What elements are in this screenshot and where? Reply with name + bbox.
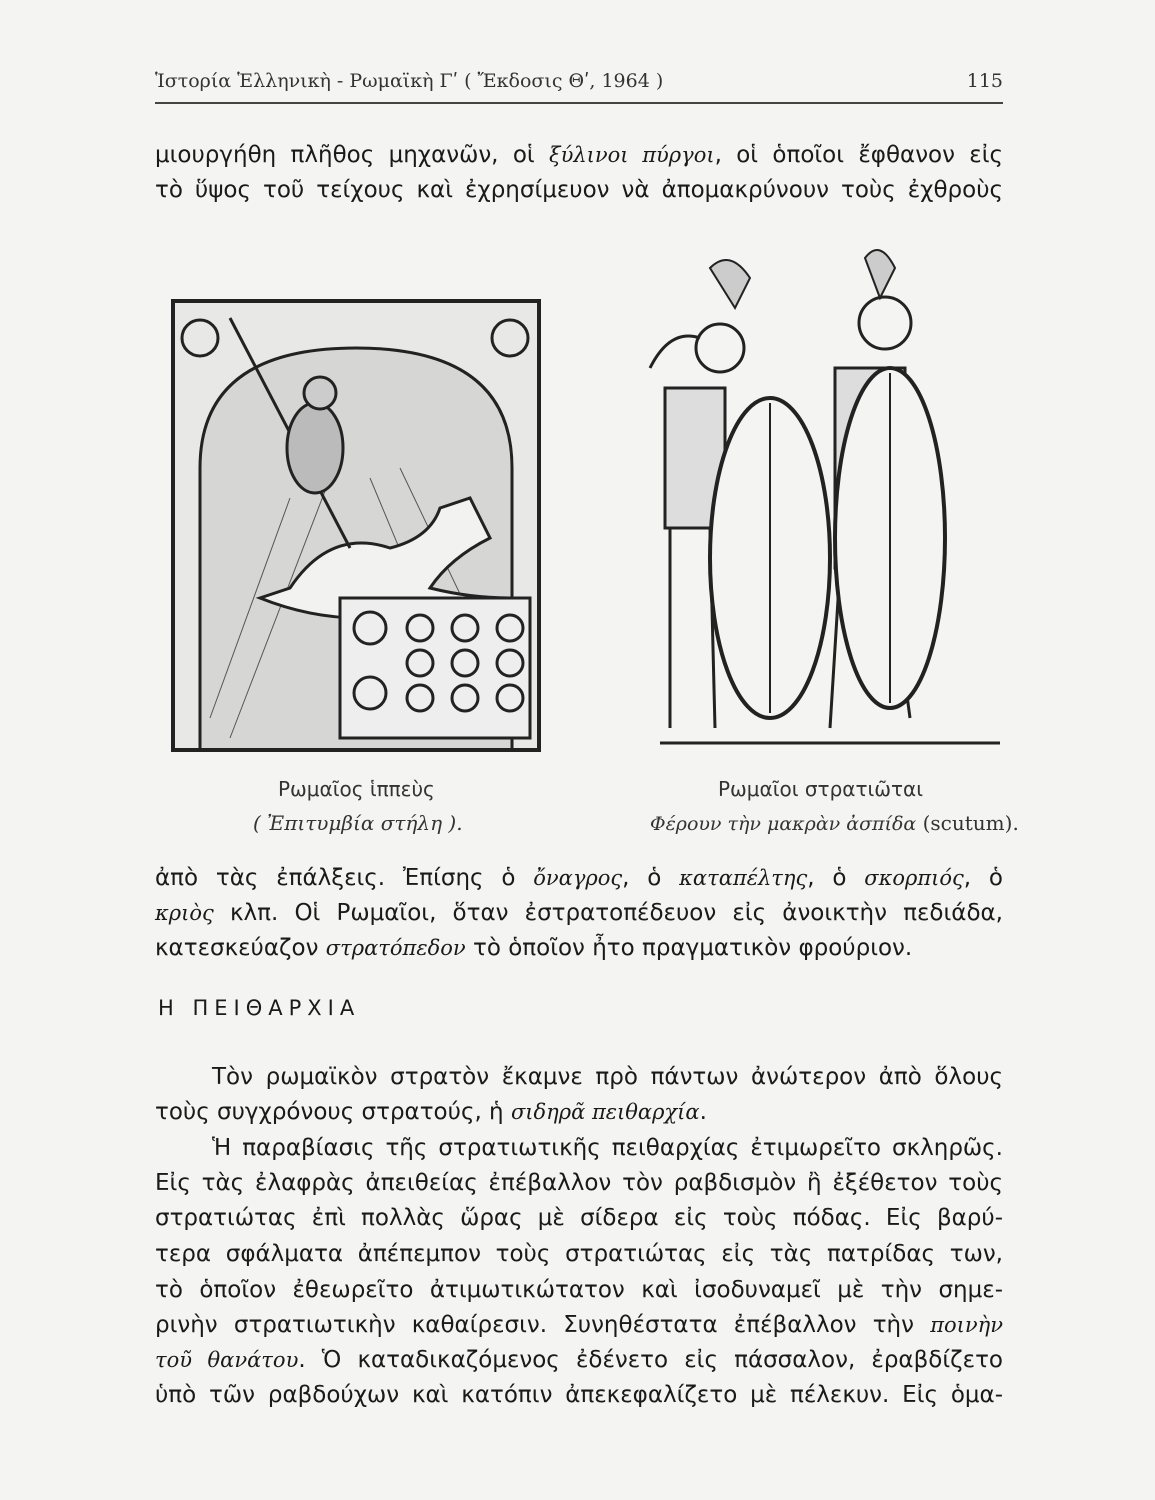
- italic-term: ὄναγρος: [533, 866, 623, 890]
- figure-caption-right-subtitle: [650, 811, 1019, 835]
- text-line: [155, 933, 1003, 963]
- text-segment: Τὸν ρωμαϊκὸν στρατὸν ἔκαμνε πρὸ πάντων ἀνώτερον ἀπὸ ὅλους: [212, 1064, 1003, 1090]
- text-segment: , οἱ ὁποῖοι ἔφθανον εἰς: [714, 142, 1004, 168]
- header-rule: [155, 102, 1003, 104]
- text-line: [155, 1275, 1003, 1305]
- text-line: [155, 1310, 1003, 1340]
- text-segment: , ὁ: [963, 865, 1003, 891]
- text-line: [155, 1345, 1003, 1375]
- text-line: [212, 1062, 1003, 1092]
- text-segment: μιουργήθη πλῆθος μηχανῶν, οἱ: [155, 142, 550, 168]
- text-line: [155, 1239, 1003, 1269]
- caption-italic: Φέρουν τὴν μακρὰν ἀσπίδα: [650, 813, 917, 835]
- italic-term: κριὸς: [155, 901, 214, 925]
- text-segment: ἀπὸ τὰς ἐπάλξεις. Ἐπίσης ὁ: [155, 865, 534, 891]
- figure-caption-left-title: Ρωμαῖος ἱππεὺς: [278, 777, 435, 801]
- italic-term: σιδηρᾶ πειθαρχία: [510, 1100, 700, 1124]
- italic-term: στρατόπεδον: [325, 936, 466, 960]
- text-segment: , ὁ: [807, 865, 865, 891]
- header-title: Ἱστορία Ἑλληνικὴ - Ρωμαϊκὴ Γʹ ( Ἔκδοσις Θʹ, 1964 ): [155, 70, 664, 92]
- figure-caption-left-subtitle: ( Ἐπιτυμβία στήλη ).: [253, 811, 463, 835]
- page-number: 115: [966, 70, 1003, 92]
- figure-caption-right-title: Ρωμαῖοι στρατιῶται: [718, 777, 923, 801]
- text-line: [155, 1097, 1003, 1127]
- italic-term: ποινὴν: [930, 1313, 1003, 1337]
- text-segment: ρινὴν στρατιωτικὴν καθαίρεσιν. Συνηθέστατα ἐπέβαλλον τὴν: [155, 1312, 931, 1338]
- text-line: [155, 1203, 1003, 1233]
- illustration-roman-horseman: [170, 298, 542, 753]
- text-segment: ὑπὸ τῶν ραβδούχων καὶ κατόπιν ἀπεκεφαλίζετο μὲ πέλεκυν. Εἰς ὁμα-: [155, 1382, 1003, 1408]
- text-segment: Ἡ παραβίασις τῆς στρατιωτικῆς πειθαρχίας ἐτιμωρεῖτο σκληρῶς.: [212, 1135, 1003, 1161]
- text-segment: .: [699, 1099, 707, 1125]
- italic-term: τοῦ θανάτου: [155, 1348, 299, 1372]
- text-line: [212, 1133, 1003, 1163]
- text-line: [155, 140, 1003, 170]
- text-segment: . Ὁ καταδικαζόμενος ἐδένετο εἰς πάσσαλον, ἐραβδίζετο: [298, 1347, 1003, 1373]
- italic-term: σκορπιός: [864, 866, 964, 890]
- text-line: [155, 898, 1003, 928]
- text-segment: στρατιώτας ἐπὶ πολλὰς ὥρας μὲ σίδερα εἰς τοὺς πόδας. Εἰς βαρύ-: [155, 1205, 1003, 1231]
- text-segment: κατεσκεύαζον: [155, 935, 326, 961]
- text-segment: Εἰς τὰς ἐλαφρὰς ἀπειθείας ἐπέβαλλον τὸν ραβδισμὸν ἢ ἐξέθετον τοὺς: [155, 1170, 1003, 1196]
- text-line: [155, 863, 1003, 893]
- section-heading: Η ΠΕΙΘΑΡΧΙΑ: [158, 996, 361, 1020]
- text-segment: τερα σφάλματα ἀπέπεμπον τοὺς στρατιώτας εἰς τὰς πατρίδας των,: [155, 1241, 1003, 1267]
- italic-term: καταπέλτης: [679, 866, 808, 890]
- running-header: [155, 70, 1003, 92]
- text-line: [155, 175, 1003, 205]
- text-segment: , ὁ: [622, 865, 680, 891]
- text-segment: τὸ ὕψος τοῦ τείχους καὶ ἐχρησίμευον νὰ ἀπομακρύνουν τοὺς ἐχθροὺς: [155, 177, 1003, 203]
- text-line: [155, 1168, 1003, 1198]
- caption-latin: (scutum).: [916, 811, 1019, 835]
- text-segment: τοὺς συγχρόνους στρατούς, ἡ: [155, 1099, 511, 1125]
- text-segment: κλπ. Οἱ Ρωμαῖοι, ὅταν ἐστρατοπέδευον εἰς ἀνοικτὴν πεδιάδα,: [213, 900, 1003, 926]
- text-segment: τὸ ὁποῖον ἐθεωρεῖτο ἀτιμωτικώτατον καὶ ἰσοδυναμεῖ μὲ τὴν σημε-: [155, 1277, 1003, 1303]
- illustration-roman-soldiers: [610, 238, 1005, 758]
- text-segment: τὸ ὁποῖον ἦτο πραγματικὸν φρούριον.: [465, 935, 913, 961]
- italic-term: ξύλινοι πύργοι: [549, 143, 715, 167]
- text-line: [155, 1380, 1003, 1410]
